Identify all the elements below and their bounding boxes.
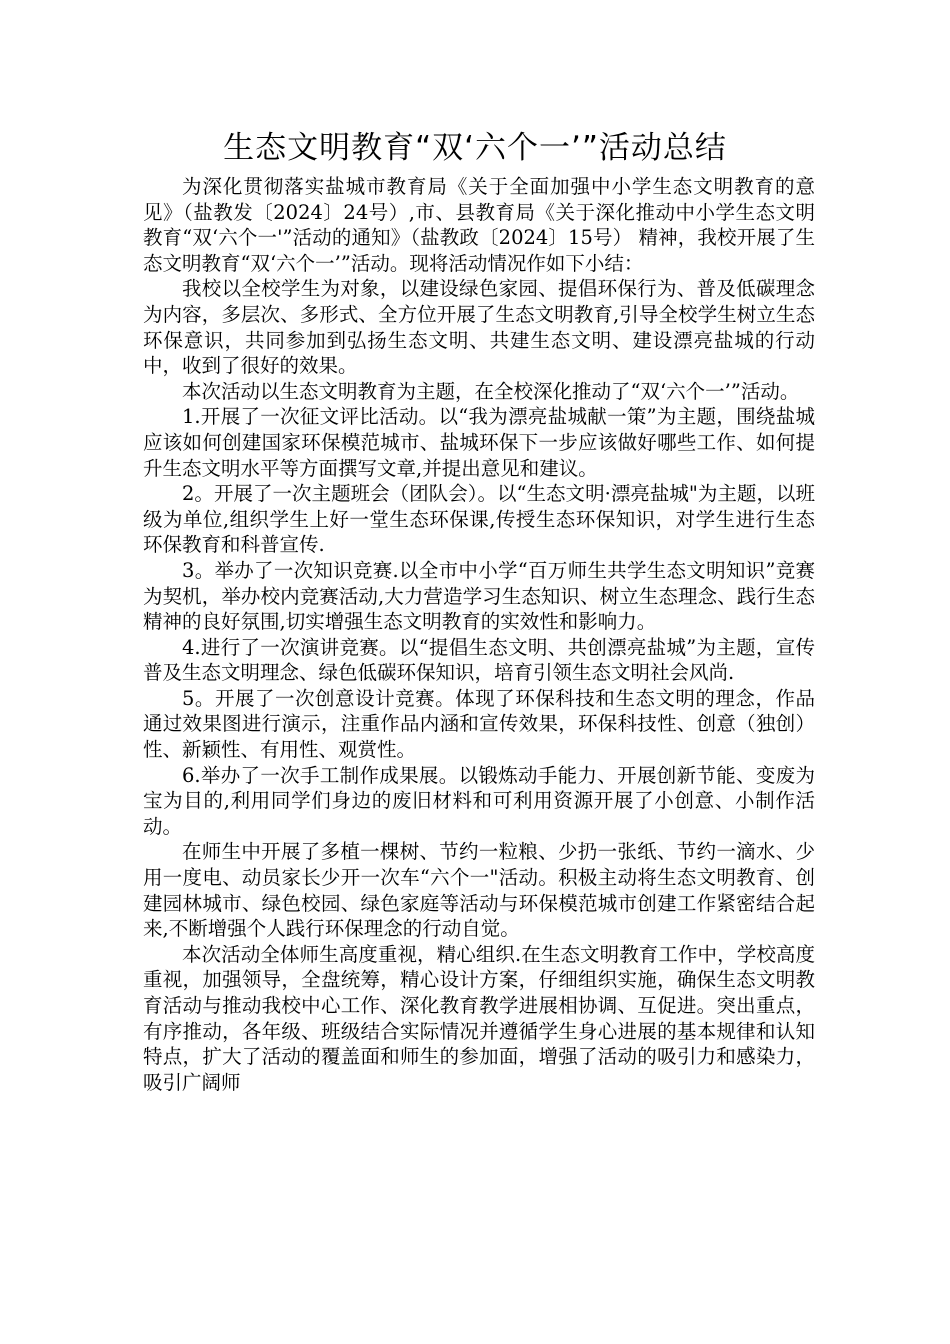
paragraph-item-1: 1.开展了一次征文评比活动。以“我为漂亮盐城献一策”为主题，围绕盐城应该如何创建国家环保模范城市、盐城环保下一步应该做好哪些工作、如何提升生态文明水平等方面撰写文章,并提出意见和建议。 [143,405,815,480]
paragraph-overview: 我校以全校学生为对象，以建设绿色家园、提倡环保行为、普及低碳理念为内容，多层次、多形式、全方位开展了生态文明教育,引导全校学生树立生态环保意识，共同参加到弘扬生态文明、共建生态文明、建设漂亮盐城的行动中，收到了很好的效果。 [143,277,815,378]
document-body [143,174,815,1095]
document-title: 生态文明教育“双‘六个一’”活动总结 [223,130,727,166]
paragraph-item-5: 5。开展了一次创意设计竞赛。体现了环保科技和生态文明的理念，作品通过效果图进行演示，注重作品内涵和宣传效果，环保科技性、创意（独创）性、新颖性、有用性、观赏性。 [143,686,815,762]
paragraph-item-2: 2。开展了一次主题班会（团队会）。以“生态文明·漂亮盐城"为主题，以班级为单位,组织学生上好一堂生态环保课,传授生态环保知识，对学生进行生态环保教育和科普宣传. [143,482,815,557]
paragraph-summary: 本次活动全体师生高度重视，精心组织.在生态文明教育工作中，学校高度重视，加强领导，全盘统筹，精心设计方案，仔细组织实施，确保生态文明教育活动与推动我校中心工作、深化教育教学进展相协调、互促进。突出重点，有序推动，各年级、班级结合实际情况并遵循学生身心进展的基本规律和认知特点，扩大了活动的覆盖面和师生的参加面，增强了活动的吸引力和感染力，吸引广阔师 [143,942,815,1094]
paragraph-item-4: 4.进行了一次演讲竞赛。以“提倡生态文明、共创漂亮盐城”为主题，宣传普及生态文明理念、绿色低碳环保知识，培育引领生态文明社会风尚. [143,635,815,685]
paragraph-six-ones: 在师生中开展了多植一棵树、节约一粒粮、少扔一张纸、节约一滴水、少用一度电、动员家长少开一次车“六个一"活动。积极主动将生态文明教育、创建园林城市、绿色校园、绿色家庭等活动与环保模范城市创建工作紧密结合起来,不断增强个人践行环保理念的行动自觉。 [143,840,815,941]
paragraph-intro: 为深化贯彻落实盐城市教育局《关于全面加强中小学生态文明教育的意见》（盐教发〔2024〕24号）,市、县教育局《关于深化推动中小学生态文明教育“双‘六个一'”活动的通知》（盐教政〔2024〕15号） 精神，我校开展了生态文明教育“双‘六个一’”活动。现将活动情况作如下小结： [143,175,815,275]
paragraph-item-3: 3。举办了一次知识竞赛.以全市中小学“百万师生共学生态文明知识”竞赛为契机，举办校内竞赛活动,大力营造学习生态知识、树立生态理念、践行生态精神的良好氛围,切实增强生态文明教育的实效性和影响力。 [143,558,815,634]
paragraph-theme: 本次活动以生态文明教育为主题，在全校深化推动了“双‘六个一’”活动。 [182,379,800,403]
paragraph-item-6: 6.举办了一次手工制作成果展。以锻炼动手能力、开展创新节能、变废为宝为目的,利用同学们身边的废旧材料和可利用资源开展了小创意、小制作活动。 [143,763,815,838]
